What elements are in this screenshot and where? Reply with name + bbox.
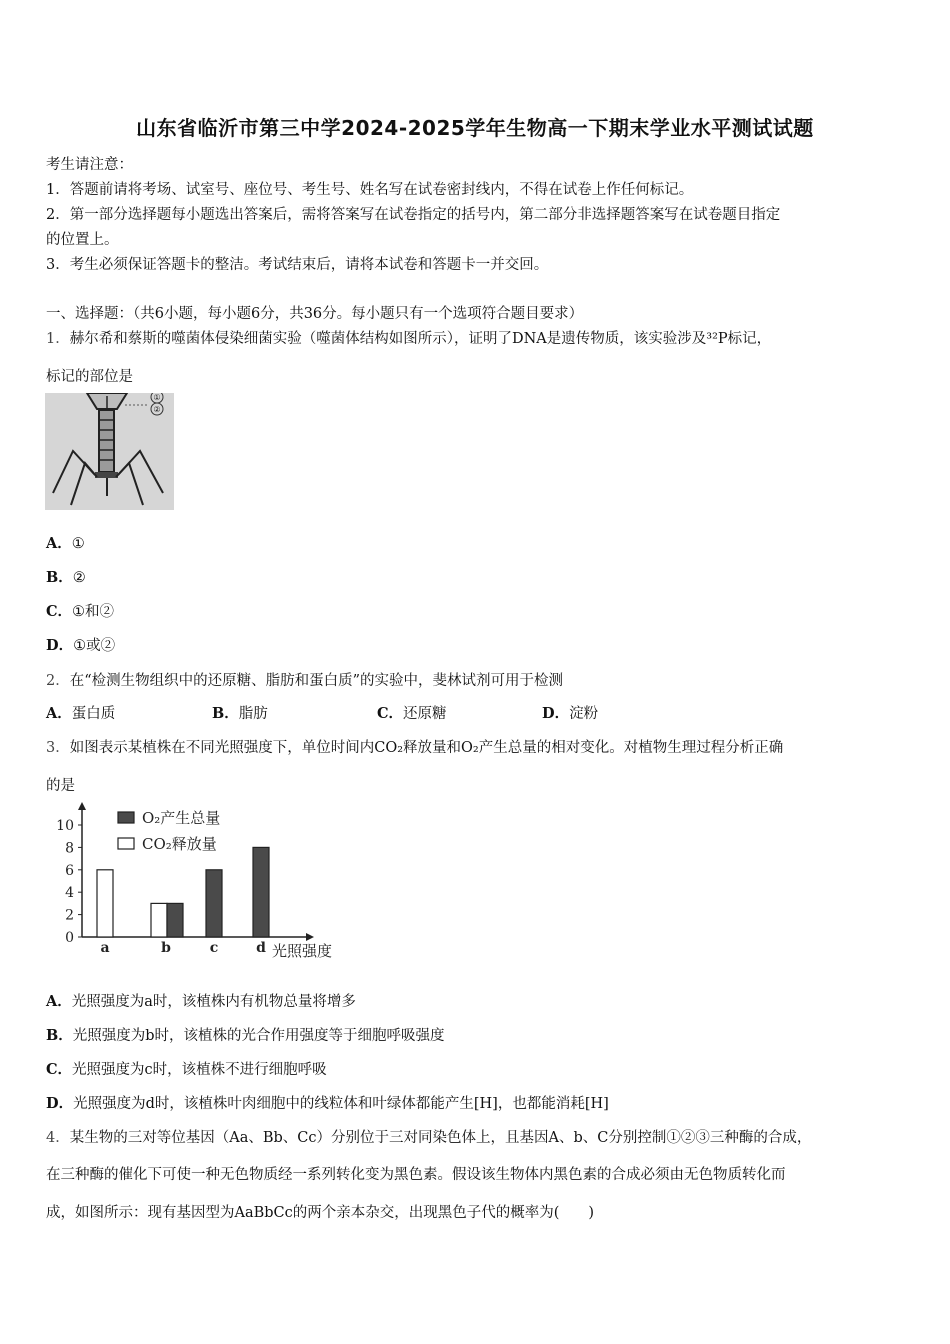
option-text: ②: [72, 570, 86, 586]
option-b[interactable]: [46, 1024, 445, 1045]
y-tick-label: 4: [65, 885, 74, 902]
option-d[interactable]: [46, 1092, 609, 1113]
phage-diagram: [45, 393, 174, 510]
option-a[interactable]: [46, 532, 85, 553]
legend-swatch: [118, 838, 134, 849]
option-text: 光照强度为c时，该植株不进行细胞呼吸: [72, 1062, 327, 1078]
option-text: ①和②: [72, 604, 115, 620]
legend-label: CO₂释放量: [142, 835, 217, 853]
option-key: C．: [377, 705, 404, 722]
option-a[interactable]: [46, 990, 356, 1011]
option-text: 光照强度为d时，该植株叶肉细胞中的线粒体和叶绿体都能产生[H]，也都能消耗[H]: [73, 1096, 609, 1112]
option-key: D．: [46, 1095, 74, 1112]
option-text: ①或②: [73, 638, 116, 654]
legend-label: O₂产生总量: [142, 809, 221, 827]
bar-o2-b: [167, 903, 183, 937]
question-number: 1．: [46, 331, 70, 347]
question-2-stem: [46, 669, 563, 690]
option-key: B．: [46, 569, 73, 586]
question-number: 2．: [46, 673, 70, 689]
x-axis-arrow: [306, 933, 314, 941]
option-b[interactable]: [212, 702, 268, 723]
bar-chart: [50, 800, 360, 965]
notice-item: 的位置上。: [46, 232, 119, 248]
option-text: 光照强度为a时，该植株内有机物总量将增多: [71, 994, 356, 1010]
option-text: 蛋白质: [71, 706, 116, 722]
option-key: B．: [212, 705, 239, 722]
option-key: B．: [46, 1027, 73, 1044]
option-text: 还原糖: [403, 706, 447, 722]
question-text: 某生物的三对等位基因（Aa、Bb、Cc）分别位于三对同染色体上，且基因A、b、C分别控制①②③三种酶的合成，: [69, 1130, 812, 1146]
option-key: C．: [46, 1061, 73, 1078]
x-tick-label: c: [209, 940, 219, 956]
option-a[interactable]: [46, 702, 115, 723]
bar-o2-d: [253, 847, 269, 937]
figure-label-1: ①: [153, 393, 161, 402]
bar-o2-c: [206, 870, 222, 937]
question-text: 赫尔希和蔡斯的噬菌体侵染细菌实验（噬菌体结构如图所示），证明了DNA是遗传物质，该实验涉及³²P标记，: [69, 331, 772, 347]
notice-heading: 考生请注意：: [46, 157, 133, 173]
notice-item: 1．答题前请将考场、试室号、座位号、考生号、姓名写在试卷密封线内，不得在试卷上作任何标记。: [46, 182, 694, 198]
legend-swatch: [118, 812, 134, 823]
option-key: D．: [542, 705, 570, 722]
question-1-stem-cont: 标记的部位是: [46, 369, 133, 385]
y-tick-label: 0: [65, 930, 74, 946]
question-4-stem-cont: 在三种酶的催化下可使一种无色物质经一系列转化变为黑色素。假设该生物体内黑色素的合成必须由无色物质转化而: [46, 1167, 786, 1183]
question-1-stem: [46, 327, 771, 348]
option-c[interactable]: [46, 1058, 327, 1079]
option-text: ①: [71, 536, 85, 552]
figure-label-2: ②: [153, 405, 161, 414]
y-axis-arrow: [78, 802, 86, 810]
page-title: 山东省临沂市第三中学2024-2025学年生物高一下期末学业水平测试试题: [136, 116, 814, 140]
question-3-stem-cont: 的是: [46, 778, 75, 794]
y-tick-label: 6: [65, 862, 74, 879]
option-text: 脂肪: [238, 706, 268, 722]
bar-co2-b: [151, 903, 167, 937]
option-key: A．: [46, 535, 72, 552]
question-text: 在“检测生物组织中的还原糖、脂肪和蛋白质”的实验中，斐林试剂可用于检测: [69, 673, 564, 689]
option-c[interactable]: [377, 702, 447, 723]
option-d[interactable]: [542, 702, 598, 723]
y-tick-label: 10: [56, 818, 74, 834]
question-3-stem: [46, 736, 783, 757]
option-c[interactable]: [46, 600, 114, 621]
x-tick-label: d: [256, 940, 266, 956]
notice-item: 2．第一部分选择题每小题选出答案后，需将答案写在试卷指定的括号内，第二部分非选择题答案写在试卷题目指定: [46, 207, 781, 223]
section-heading: 一、选择题：（共6小题，每小题6分，共36分。每小题只有一个选项符合题目要求）: [46, 306, 584, 322]
x-axis-label: 光照强度: [272, 942, 333, 960]
option-d[interactable]: [46, 634, 115, 655]
question-number: 4．: [46, 1130, 70, 1146]
y-tick-label: 2: [65, 907, 74, 924]
option-b[interactable]: [46, 566, 86, 587]
question-4-stem: [46, 1126, 811, 1147]
option-key: A．: [46, 993, 72, 1010]
notice-item: 3．考生必须保证答题卡的整洁。考试结束后，请将本试卷和答题卡一并交回。: [46, 257, 549, 273]
option-key: A．: [46, 705, 72, 722]
chart-bars: [97, 847, 269, 937]
option-text: 光照强度为b时，该植株的光合作用强度等于细胞呼吸强度: [72, 1028, 445, 1044]
question-4-stem-cont: 成，如图所示：现有基因型为AaBbCc的两个亲本杂交，出现黑色子代的概率为( ): [46, 1205, 595, 1221]
option-key: D．: [46, 637, 74, 654]
question-text: 如图表示某植株在不同光照强度下，单位时间内CO₂释放量和O₂产生总量的相对变化。对植物生理过程分析正确: [69, 740, 784, 756]
option-key: C．: [46, 603, 73, 620]
y-tick-label: 8: [65, 840, 74, 857]
question-number: 3．: [46, 740, 70, 756]
option-text: 淀粉: [569, 706, 599, 722]
x-tick-label: a: [100, 940, 110, 956]
bar-co2-a: [97, 870, 113, 937]
x-tick-label: b: [161, 940, 171, 956]
phage-figure: [45, 393, 174, 510]
